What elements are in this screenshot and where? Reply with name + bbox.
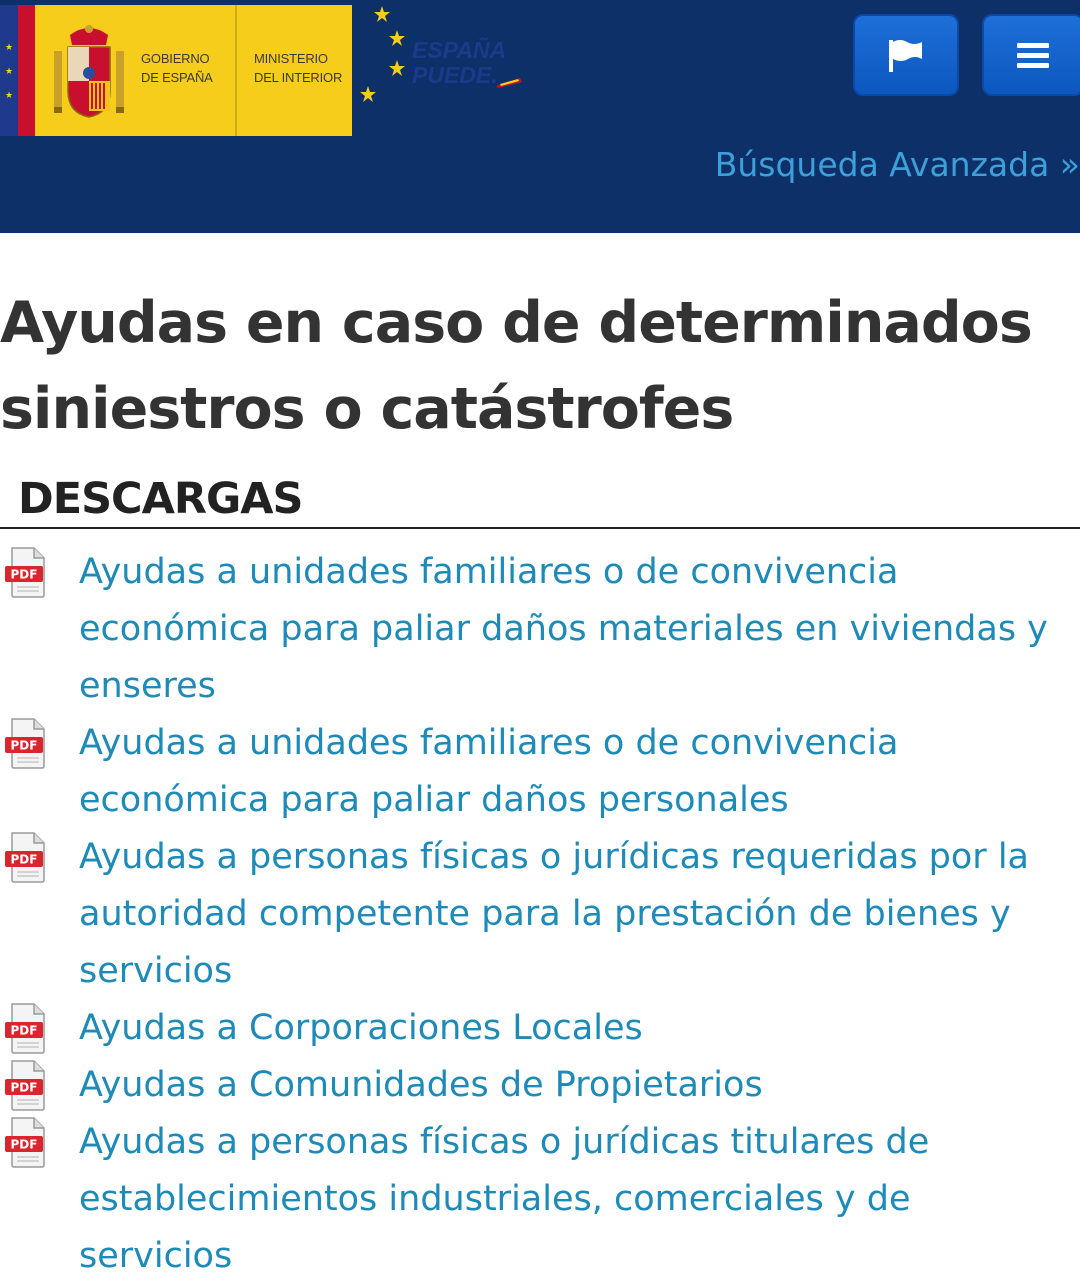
list-item [0, 1057, 1080, 1114]
pdf-icon [4, 547, 50, 599]
pdf-icon [4, 718, 50, 770]
espana-puede-label: ESPAÑA PUEDE. [412, 37, 507, 88]
ministerio-del-interior-label: MINISTERIO DEL INTERIOR [254, 51, 343, 85]
pdf-icon [4, 1060, 50, 1112]
language-flag-button[interactable] [853, 14, 959, 96]
download-link-establecimientos[interactable]: Ayudas a personas físicas o jurídicas titulares de establecimientos industriales, comerciales y de servicios [79, 1122, 930, 1276]
download-link-prestacion[interactable]: Ayudas a personas físicas o jurídicas requeridas por la autoridad competente para la prestación de bienes y servicios [79, 837, 1029, 991]
downloads-list [0, 544, 1080, 1285]
hamburger-menu-icon [1015, 39, 1051, 71]
coat-of-arms-icon [50, 21, 128, 125]
espana-puede-flag-icon [490, 74, 524, 88]
eu-stars-icon [352, 0, 412, 120]
list-item [0, 715, 1080, 829]
logo-divider [235, 5, 237, 136]
download-link-personales[interactable]: Ayudas a unidades familiares o de convivencia económica para paliar daños personales [79, 723, 899, 820]
spain-flag-strip [18, 5, 35, 136]
flag-icon [886, 37, 926, 73]
gobierno-de-espana-label: GOBIERNO DE ESPAÑA [141, 51, 213, 85]
list-item [0, 829, 1080, 1000]
download-link-corporaciones[interactable]: Ayudas a Corporaciones Locales [79, 1008, 643, 1048]
list-item [0, 544, 1080, 715]
section-divider [0, 527, 1080, 529]
downloads-heading: DESCARGAS [18, 474, 303, 524]
pdf-icon [4, 1117, 50, 1169]
government-logo[interactable] [0, 5, 352, 136]
download-link-materiales[interactable]: Ayudas a unidades familiares o de convivencia económica para paliar daños materiales en viviendas y enseres [79, 552, 1048, 706]
site-header [0, 0, 1080, 233]
eu-flag-strip: ★ ★ ★ [0, 5, 18, 136]
main-menu-button[interactable] [982, 14, 1080, 96]
pdf-icon [4, 1003, 50, 1055]
download-link-comunidades[interactable]: Ayudas a Comunidades de Propietarios [79, 1065, 763, 1105]
advanced-search-link[interactable]: Búsqueda Avanzada » [714, 145, 1080, 184]
page-title: Ayudas en caso de determinados siniestros o catástrofes [0, 290, 1032, 442]
list-item [0, 1114, 1080, 1285]
list-item [0, 1000, 1080, 1057]
pdf-icon [4, 832, 50, 884]
